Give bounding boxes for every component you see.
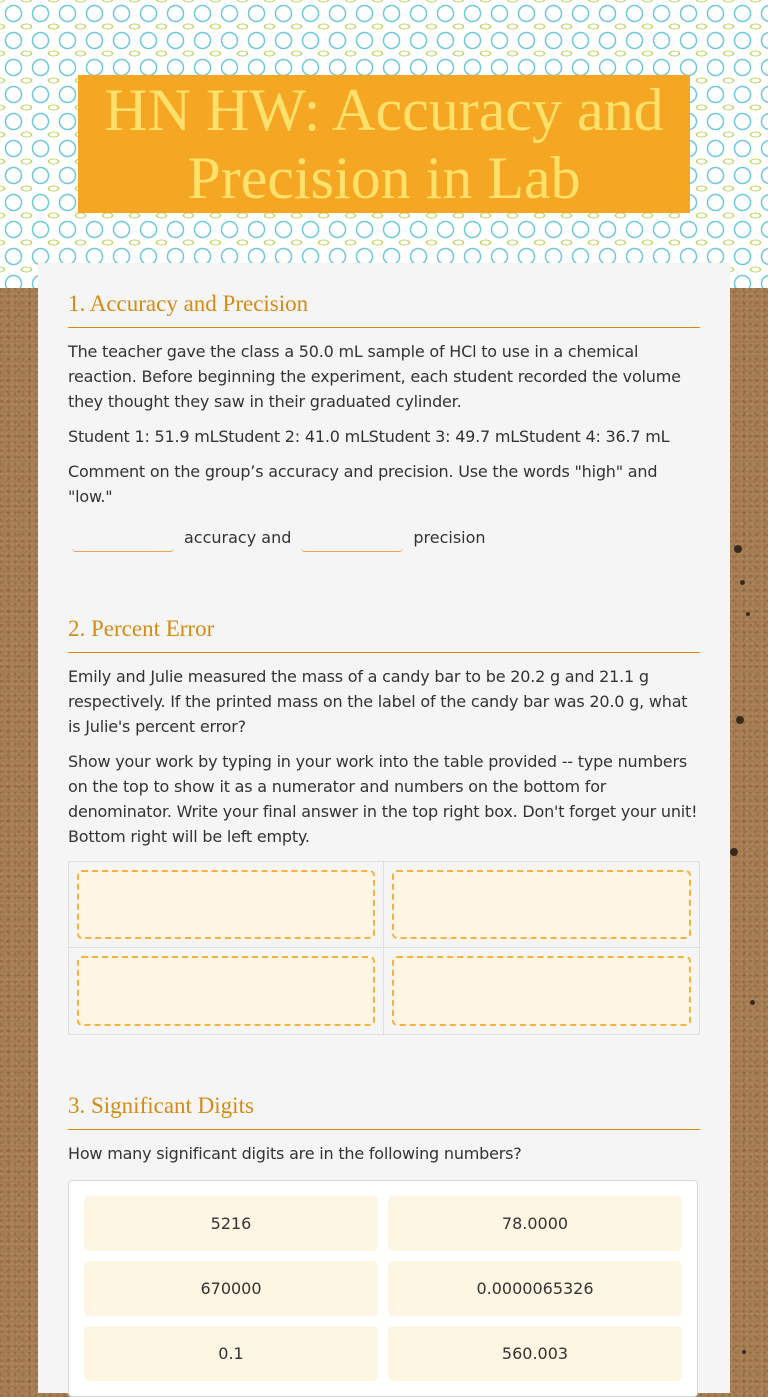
number-item[interactable]: 0.0000065326 (388, 1261, 682, 1316)
cork-speck (740, 580, 745, 585)
question-prompt: How many significant digits are in the following numbers? (68, 1144, 522, 1163)
work-cell-top-right (384, 862, 699, 948)
page-title-banner (78, 75, 690, 213)
work-cell-bottom-right (384, 948, 699, 1034)
empty-cell-input[interactable] (392, 956, 691, 1026)
question-intro: Emily and Julie measured the mass of a candy bar to be 20.2 g and 21.1 g respectively. If the printed mass on the label of the candy bar was 20.0 g, what is Julie's percent error? (68, 667, 688, 736)
numbers-panel (68, 1180, 698, 1397)
section-title: 1. Accuracy and Precision (68, 291, 700, 328)
section-title: 3. Significant Digits (68, 1093, 700, 1130)
accuracy-answer-input[interactable] (72, 523, 174, 552)
denominator-input[interactable] (77, 956, 375, 1026)
section-percent-error (68, 616, 700, 1035)
number-item[interactable]: 670000 (84, 1261, 378, 1316)
work-cell-top-left (69, 862, 384, 948)
cork-speck (742, 1350, 746, 1354)
page-title: HN HW: Accuracy and Precision in Lab (104, 77, 664, 211)
section-title: 2. Percent Error (68, 616, 700, 653)
suffix-text: precision (413, 527, 486, 547)
work-instructions: Show your work by typing in your work into the table provided -- type numbers on the top to show it as a numerator and numbers on the bottom for denominator. Write your final answer in the top right box. Don't forget your unit! Bottom right will be left empty. (68, 752, 698, 846)
worksheet-card (38, 263, 730, 1393)
fill-in-row (68, 519, 700, 555)
section-accuracy-precision (68, 291, 700, 555)
question-intro: The teacher gave the class a 50.0 mL sample of HCl to use in a chemical reaction. Before beginning the experiment, each student recorded the volume they thought they saw in their graduated cylinder. (68, 342, 681, 411)
precision-answer-input[interactable] (301, 523, 403, 552)
section-significant-digits (68, 1093, 700, 1397)
final-answer-input[interactable] (392, 870, 691, 939)
cork-speck (730, 848, 738, 856)
number-item[interactable]: 0.1 (84, 1326, 378, 1381)
number-item[interactable]: 5216 (84, 1196, 378, 1251)
student-readings: Student 1: 51.9 mLStudent 2: 41.0 mLStudent 3: 49.7 mLStudent 4: 36.7 mL (68, 427, 670, 446)
numerator-input[interactable] (77, 870, 375, 939)
number-item[interactable]: 78.0000 (388, 1196, 682, 1251)
cork-speck (746, 612, 750, 616)
cork-speck (750, 1000, 755, 1005)
number-item[interactable]: 560.003 (388, 1326, 682, 1381)
cork-speck (736, 716, 744, 724)
work-cell-bottom-left (69, 948, 384, 1034)
work-table (68, 861, 700, 1035)
question-prompt: Comment on the group’s accuracy and precision. Use the words "high" and "low." (68, 462, 658, 506)
connector-text: accuracy and (184, 527, 292, 547)
cork-speck (734, 545, 742, 553)
